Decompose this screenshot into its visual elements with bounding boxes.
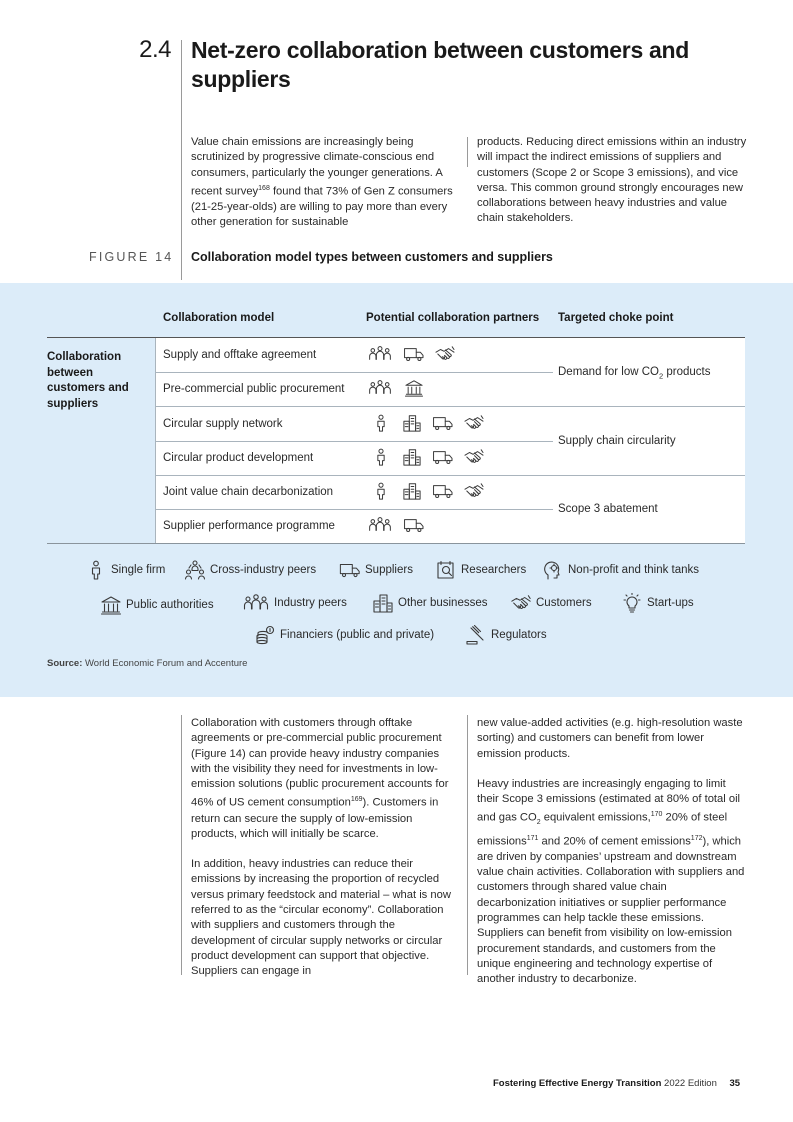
legend-label: Public authorities bbox=[126, 599, 214, 611]
non-profit-icon bbox=[542, 560, 564, 580]
customers-icon bbox=[463, 414, 485, 432]
body-paragraph: In addition, heavy industries can reduce their emissions by increasing the proportion of recycled versus primary feedstock and material – what is now referred to as the “circular economy”. Collaboration with suppliers and customers through the development of circular supply networks or circular product development can support that objective. Suppliers can engage in bbox=[191, 858, 451, 978]
legend-suppliers bbox=[339, 560, 413, 580]
row-divider bbox=[156, 509, 553, 510]
header-collaboration-model: Collaboration model bbox=[163, 312, 275, 324]
body-paragraph: new value-added activities (e.g. high-resolution waste sorting) and customers can benefit from lower emission products. bbox=[477, 717, 743, 760]
single-firm-icon bbox=[370, 448, 392, 466]
row-divider bbox=[156, 372, 553, 373]
legend-label: Customers bbox=[536, 597, 592, 609]
page-number: 35 bbox=[729, 1078, 741, 1089]
legend-label: Researchers bbox=[461, 564, 527, 576]
choke-point-scope3: Scope 3 abatement bbox=[558, 503, 658, 515]
row-model-label: Joint value chain decarbonization bbox=[163, 486, 334, 498]
legend-start-ups bbox=[621, 593, 694, 613]
other-businesses-icon bbox=[401, 448, 423, 466]
legend-financiers bbox=[254, 625, 434, 645]
row-partner-icons bbox=[366, 345, 456, 363]
row-partner-icons bbox=[370, 448, 485, 466]
legend-other-businesses bbox=[372, 593, 488, 613]
suppliers-icon bbox=[403, 516, 425, 534]
choke-text: products bbox=[663, 366, 711, 378]
choke-text: Demand for low CO bbox=[558, 366, 659, 378]
legend-regulators bbox=[465, 625, 547, 645]
row-model-label: Supplier performance programme bbox=[163, 520, 335, 532]
table-bottom-rule bbox=[47, 543, 745, 544]
regulators-icon bbox=[465, 625, 487, 645]
choke-point-demand bbox=[558, 366, 710, 380]
footnote-ref[interactable]: 172 bbox=[690, 834, 703, 842]
suppliers-icon bbox=[432, 482, 454, 500]
legend-researchers bbox=[435, 560, 526, 580]
financiers-icon bbox=[254, 625, 276, 645]
legend-public-authorities bbox=[100, 595, 214, 615]
legend-customers bbox=[510, 593, 592, 613]
other-businesses-icon bbox=[372, 593, 394, 613]
legend-label: Start-ups bbox=[647, 597, 694, 609]
row-model-label: Circular product development bbox=[163, 452, 314, 464]
body-text: ). Customers in return can secure the supply of low-emission products, which will initially be scarce. bbox=[191, 797, 439, 840]
legend-single-firm bbox=[85, 560, 165, 580]
legend-label: Suppliers bbox=[365, 564, 413, 576]
intro-text-a: Value chain emissions are increasingly being scrutinized by progressive climate-conscious end consumers, particularly the younger generations. A recent survey bbox=[191, 136, 443, 198]
body-text: Heavy industries are increasingly engaging to limit their Scope 3 emissions (estimated at 80% of total oil and gas CO bbox=[477, 777, 741, 825]
single-firm-icon bbox=[370, 414, 392, 432]
row-partner-icons bbox=[370, 414, 485, 432]
suppliers-icon bbox=[403, 345, 425, 363]
customers-icon bbox=[434, 345, 456, 363]
body-column-divider-left bbox=[181, 715, 182, 975]
legend-label: Industry peers bbox=[274, 597, 347, 609]
legend-label: Other businesses bbox=[398, 597, 488, 609]
researchers-icon bbox=[435, 560, 457, 580]
section-divider bbox=[181, 40, 182, 280]
legend-label: Non-profit and think tanks bbox=[568, 564, 700, 576]
body-text: equivalent emissions, bbox=[540, 812, 651, 825]
single-firm-icon bbox=[370, 482, 392, 500]
choke-point-circularity: Supply chain circularity bbox=[558, 435, 676, 447]
other-businesses-icon bbox=[401, 482, 423, 500]
header-partners: Potential collaboration partners bbox=[366, 312, 540, 324]
footer-edition: 2022 Edition bbox=[661, 1078, 717, 1089]
row-partner-icons bbox=[366, 379, 425, 397]
subscript: 2 bbox=[658, 371, 664, 381]
single-firm-icon bbox=[85, 560, 107, 580]
footnote-ref[interactable]: 171 bbox=[526, 834, 539, 842]
figure-title: Collaboration model types between customers and suppliers bbox=[191, 250, 553, 264]
legend-industry-peers bbox=[242, 593, 347, 613]
row-partner-icons bbox=[366, 516, 425, 534]
intro-column-2: products. Reducing direct emissions within an industry will impact the indirect emissions of suppliers and customers (Scope 2 or Scope 3 emissions), and vice versa. This common ground strongly encourages new collaborations between heavy industries and value chain stakeholders. bbox=[477, 136, 747, 225]
subscript: 2 bbox=[536, 819, 541, 827]
section-number: 2.4 bbox=[139, 36, 171, 63]
body-column-divider-right bbox=[467, 715, 468, 975]
body-text: 20% of steel emissions bbox=[477, 812, 728, 848]
row-group-label-text: Collaboration between customers and suppliers bbox=[47, 351, 129, 410]
cross-industry-peers-icon bbox=[184, 560, 206, 580]
intro-column-divider bbox=[467, 137, 468, 167]
footnote-ref[interactable]: 169 bbox=[350, 796, 363, 804]
public-authorities-icon bbox=[403, 379, 425, 397]
customers-icon bbox=[463, 482, 485, 500]
body-column-1 bbox=[191, 716, 456, 994]
legend-label: Single firm bbox=[111, 564, 166, 576]
body-text: and 20% of cement emissions bbox=[538, 835, 691, 848]
source-label: Source: bbox=[47, 658, 83, 669]
body-paragraph bbox=[191, 716, 456, 842]
intro-text-b: found that 73% of Gen Z consumers (21-25-year-olds) are willing to pay more than every other generation for sustainable bbox=[191, 185, 453, 229]
legend-label: Regulators bbox=[491, 629, 547, 641]
body-text: ), which are driven by companies’ upstream and downstream value chain activities. Collaboration with suppliers and customers through shared value chain decarbonization initiatives or supplier performance programmes can help tackle these emissions. Suppliers can benefit from visibility on low-emission procurement standards, and customers from the unique engineering and technology expertise of another industry to decarbonize. bbox=[477, 835, 745, 986]
row-model-label: Supply and offtake agreement bbox=[163, 349, 317, 361]
group-divider-1 bbox=[156, 406, 745, 407]
footnote-ref[interactable]: 170 bbox=[650, 811, 663, 819]
row-divider bbox=[156, 441, 553, 442]
other-businesses-icon bbox=[401, 414, 423, 432]
industry-peers-icon bbox=[366, 516, 394, 534]
legend-label: Cross-industry peers bbox=[210, 564, 317, 576]
row-partner-icons bbox=[370, 482, 485, 500]
header-choke-point: Targeted choke point bbox=[558, 312, 674, 324]
legend-cross-industry-peers bbox=[184, 560, 316, 580]
intro-column-1 bbox=[191, 135, 456, 231]
source-text: World Economic Forum and Accenture bbox=[82, 658, 248, 669]
row-model-label: Circular supply network bbox=[163, 418, 283, 430]
body-text: Collaboration with customers through offtake agreements or pre-commercial public procurement (Figure 14) can provide heavy industry companies with the visibility they need for investments in low-emission solutions (public procurement accounts for 46% of US cement consumption bbox=[191, 717, 449, 810]
public-authorities-icon bbox=[100, 595, 122, 615]
customers-icon bbox=[510, 593, 532, 613]
row-group-label bbox=[47, 350, 137, 412]
footnote-ref[interactable]: 168 bbox=[258, 184, 270, 192]
industry-peers-icon bbox=[366, 345, 394, 363]
suppliers-icon bbox=[339, 560, 361, 580]
row-model-label: Pre-commercial public procurement bbox=[163, 383, 345, 395]
figure-label: FIGURE 14 bbox=[89, 250, 174, 264]
row-divider bbox=[156, 475, 745, 476]
industry-peers-icon bbox=[242, 593, 270, 613]
body-column-2 bbox=[477, 716, 747, 1002]
section-title: Net-zero collaboration between customers and suppliers bbox=[191, 37, 690, 92]
start-ups-icon bbox=[621, 593, 643, 613]
figure-source bbox=[47, 658, 247, 669]
page-footer bbox=[493, 1078, 740, 1089]
legend-label: Financiers (public and private) bbox=[280, 629, 435, 641]
footer-report-title: Fostering Effective Energy Transition bbox=[493, 1078, 662, 1089]
customers-icon bbox=[463, 448, 485, 466]
legend-non-profit bbox=[542, 560, 699, 580]
industry-peers-icon bbox=[366, 379, 394, 397]
body-paragraph bbox=[477, 777, 747, 988]
suppliers-icon bbox=[432, 448, 454, 466]
suppliers-icon bbox=[432, 414, 454, 432]
